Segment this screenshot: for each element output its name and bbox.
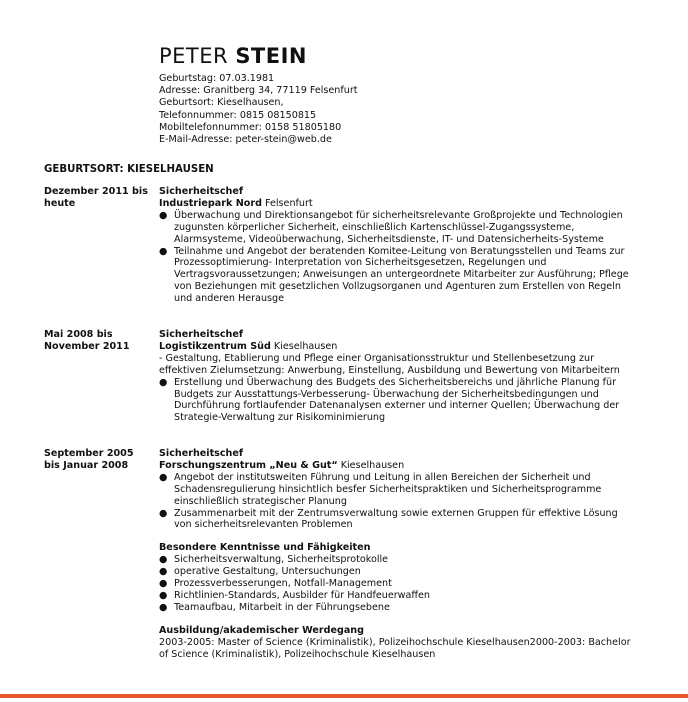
list-item <box>159 554 635 566</box>
list-item <box>159 578 635 590</box>
job-title: Sicherheitschef <box>159 186 244 197</box>
company-name: Forschungszentrum „Neu & Gut“ <box>159 459 338 471</box>
job-duty: Erstellung und Überwachung des Budgets des Sicherheitsbereichs und jährliche Planung für Budgets zur Ausstattungs-Verbesserung- Überwachung der Sicherheitsbedingungen und Durchführung fortlaufender Datenanalysen externer und interner Quellen; Überwachung der Strategie-Verwaltung zur Risikominimierung <box>174 376 620 424</box>
list-item <box>159 472 635 508</box>
job-entry <box>159 448 635 661</box>
job-company <box>159 198 635 210</box>
first-name: PETER <box>159 44 229 68</box>
skill-item: operative Gestaltung, Untersuchungen <box>174 566 361 578</box>
birthday: Geburtstag: 07.03.1981 <box>159 73 275 84</box>
job-date: Mai 2008 bis November 2011 <box>44 329 130 353</box>
bullet-icon: ● <box>159 554 168 566</box>
bullet-icon: ● <box>159 578 168 590</box>
job-date: Dezember 2011 bis heute <box>44 186 148 210</box>
last-name: STEIN <box>235 44 307 68</box>
job-entry <box>159 186 635 305</box>
skills-title: Besondere Kenntnisse und Fähigkeiten <box>159 542 371 554</box>
address: Adresse: Granitberg 34, 77119 Felsenfurt <box>159 85 358 97</box>
job-date: September 2005 bis Januar 2008 <box>44 448 134 472</box>
job-duty: Teilnahme und Angebot der beratenden Komitee-Leitung von Beratungsstellen und Teams zur Prozessoptimierung- Interpretation von Sicherheitsgesetzen, Regelungen und Vertragsvoraussetzungen; Anweisungen an untergeordnete Mitarbeiter zur Ausführung; Pflege von Beziehungen mit gesetzlichen Vollzugsorganen und Agenturen zum Erstellen von Regeln und anderen Herausge <box>174 245 629 305</box>
list-item <box>159 566 635 578</box>
skill-item: Teamaufbau, Mitarbeit in der Führungsebene <box>174 601 390 613</box>
bullet-icon: ● <box>159 507 168 519</box>
list-item <box>159 210 635 246</box>
person-name <box>159 43 307 69</box>
job-intro: - Gestaltung, Etablierung und Pflege einer Organisationsstruktur und Stellenbesetzung zur effektiven Zielumsetzung: Anwerbung, Einstellung, Ausbildung und Bewertung von Mitarbeitern <box>159 352 620 376</box>
bullet-icon: ● <box>159 376 168 388</box>
birthplace: Geburtsort: Kieselhausen, <box>159 97 284 109</box>
bullet-icon: ● <box>159 209 168 221</box>
accent-bar <box>0 694 688 698</box>
bullet-icon: ● <box>159 471 168 483</box>
bullet-icon: ● <box>159 245 168 257</box>
contact-block <box>159 73 358 146</box>
education-title: Ausbildung/akademischer Werdegang <box>159 624 364 636</box>
section-title: GEBURTSORT: KIESELHAUSEN <box>44 164 214 175</box>
company-location: Kieselhausen <box>337 459 405 471</box>
email: E-Mail-Adresse: peter-stein@web.de <box>159 134 332 146</box>
mobile: Mobiltelefonnummer: 0158 51805180 <box>159 121 342 133</box>
job-title: Sicherheitschef <box>159 448 244 459</box>
list-item <box>159 590 635 602</box>
bullet-icon: ● <box>159 589 168 601</box>
list-item <box>159 602 635 614</box>
job-company <box>159 460 635 472</box>
bullet-icon: ● <box>159 601 168 613</box>
company-location: Felsenfurt <box>261 197 313 209</box>
company-location: Kieselhausen <box>270 340 338 352</box>
skill-item: Sicherheitsverwaltung, Sicherheitsprotokolle <box>174 554 389 566</box>
job-title: Sicherheitschef <box>159 329 244 340</box>
job-entry <box>159 329 635 424</box>
skill-item: Prozessverbesserungen, Notfall-Management <box>174 578 392 590</box>
job-duty: Überwachung und Direktionsangebot für sicherheitsrelevante Großprojekte und Technologien zugunsten körperlicher Sicherheit, einschließlich Kartenschlüssel-Zugangssysteme, Alarmsysteme, Videoüberwachung, Sicherheitsdienste, IT- und Datensicherheits-Systeme <box>174 209 623 245</box>
list-item <box>159 508 635 532</box>
list-item <box>159 377 635 425</box>
list-item <box>159 246 635 306</box>
phone: Telefonnummer: 0815 08150815 <box>159 109 317 121</box>
job-duty: Zusammenarbeit mit der Zentrumsverwaltung sowie externen Gruppen für effektive Lösung von sicherheitsrelevanten Problemen <box>174 507 618 531</box>
company-name: Logistikzentrum Süd <box>159 340 271 352</box>
skill-item: Richtlinien-Standards, Ausbilder für Handfeuerwaffen <box>174 589 431 601</box>
education-text: 2003-2005: Master of Science (Kriminalistik), Polizeihochschule Kieselhausen2000-2003: Bachelor of Science (Kriminalistik), Polizeihochschule Kieselhausen <box>159 636 631 660</box>
bullet-icon: ● <box>159 566 168 578</box>
company-name: Industriepark Nord <box>159 197 262 209</box>
job-company <box>159 341 635 353</box>
job-duty: Angebot der institutsweiten Führung und Leitung in allen Bereichen der Sicherheit und Schadensregulierung hinsichtlich besfer Sicherheitspraktiken und Sicherheitsprogramme einschließlich strategischer Planung <box>174 471 602 507</box>
